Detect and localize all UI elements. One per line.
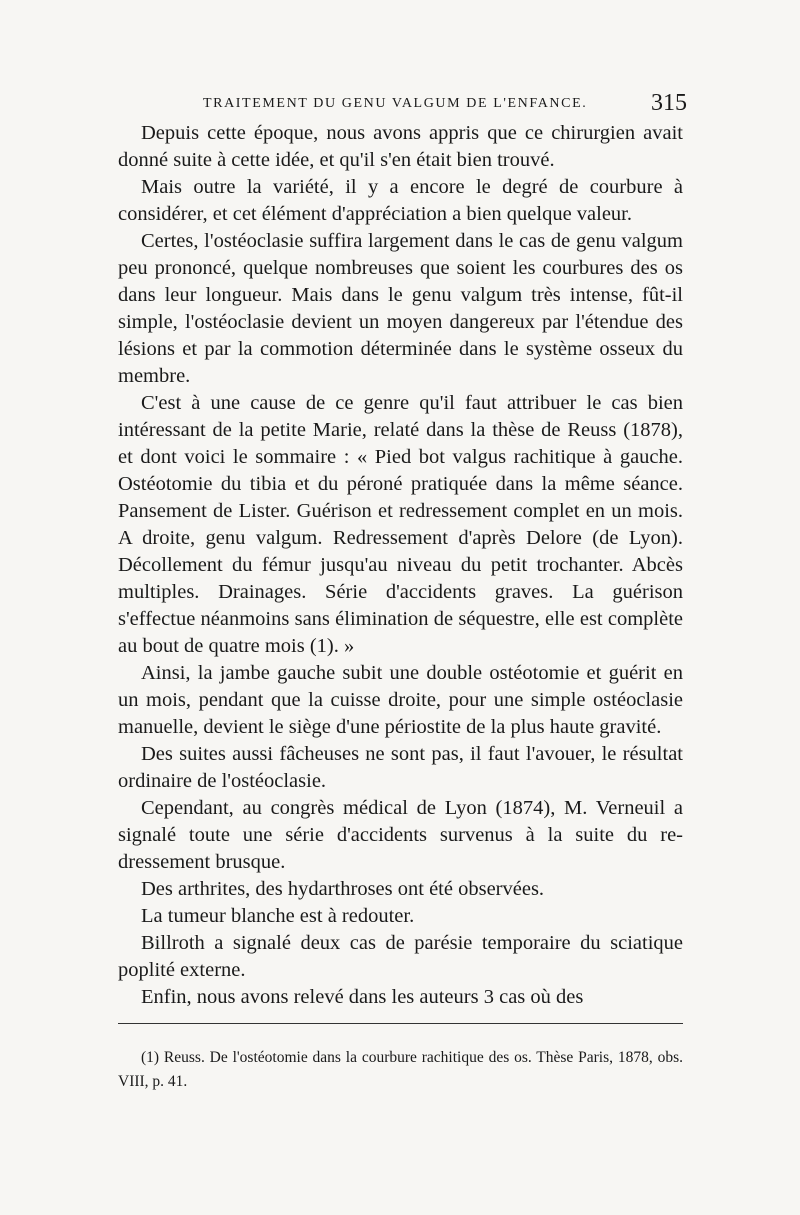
paragraph: Depuis cette époque, nous avons appris que ce chirurgien avait donné suite à cette idée, et qu'il s'en était bien trouvé. xyxy=(118,122,683,171)
paragraph: Des arthrites, des hydarthroses ont été observées. xyxy=(141,878,545,900)
paragraph: Mais outre la variété, il y a encore le degré de courbure à considérer, et cet élément d'appréciation a bien quelque valeur. xyxy=(118,176,683,225)
book-page xyxy=(118,88,687,1110)
running-head xyxy=(118,88,687,120)
paragraph: Ainsi, la jambe gauche subit une double ostéotomie et guérit en un mois, pendant que la cuisse droite, pour une simple ostéoclasie manuelle, devient le siège d'une périostite de la plus haute gravité. xyxy=(118,662,683,738)
paragraph: Des suites aussi fâcheuses ne sont pas, il faut l'avouer, le résultat ordinaire de l'ostéoclasie. xyxy=(118,743,683,792)
running-title: TRAITEMENT DU GENU VALGUM DE L'ENFANCE. xyxy=(203,96,588,111)
paragraph: C'est à une cause de ce genre qu'il faut attribuer le cas bien intéressant de la petite Marie, relaté dans la thèse de Reuss (1878), et dont voici le sommaire : « Pied bot valgus rachitique à gauche. Ostéotomie du tibia et du péroné pratiquée dans la même séance. Pansement de Lister. Guérison et redressement complet en un mois. A droite, genu valgum. Redressement d'après Delore (de Lyon). Décollement du fémur jusqu'au niveau du petit trochanter. Abcès multiples. Drainages. Série d'accidents graves. La guérison s'effectue néanmoins sans élimination de séquestre, elle est complète au bout de quatre mois (1). » xyxy=(118,392,683,657)
body-text xyxy=(118,120,683,1011)
paragraph: Billroth a signalé deux cas de parésie temporaire du sciatique poplité externe. xyxy=(118,932,683,981)
paragraph: Enfin, nous avons relevé dans les auteurs 3 cas où des xyxy=(141,986,584,1008)
paragraph: Cependant, au congrès médical de Lyon (1874), M. Verneuil a signalé toute une série d'accidents survenus à la suite du redressement brusque. xyxy=(118,797,683,873)
footnote: (1) Reuss. De l'ostéotomie dans la courbure rachitique des os. Thèse Paris, 1878, obs. VIII, p. 41. xyxy=(118,1049,683,1090)
paragraph: Certes, l'ostéoclasie suffira largement dans le cas de genu valgum peu prononcé, quelque nombreuses que soient les courbures des os dans leur longueur. Mais dans le genu valgum très intense, fût-il simple, l'ostéoclasie devient un moyen dangereux par l'étendue des lésions et par la commotion déterminée dans le système osseux du membre. xyxy=(118,230,683,387)
page-number: 315 xyxy=(651,90,687,116)
paragraph: La tumeur blanche est à redouter. xyxy=(141,905,415,927)
footnote-rule xyxy=(118,1023,683,1024)
